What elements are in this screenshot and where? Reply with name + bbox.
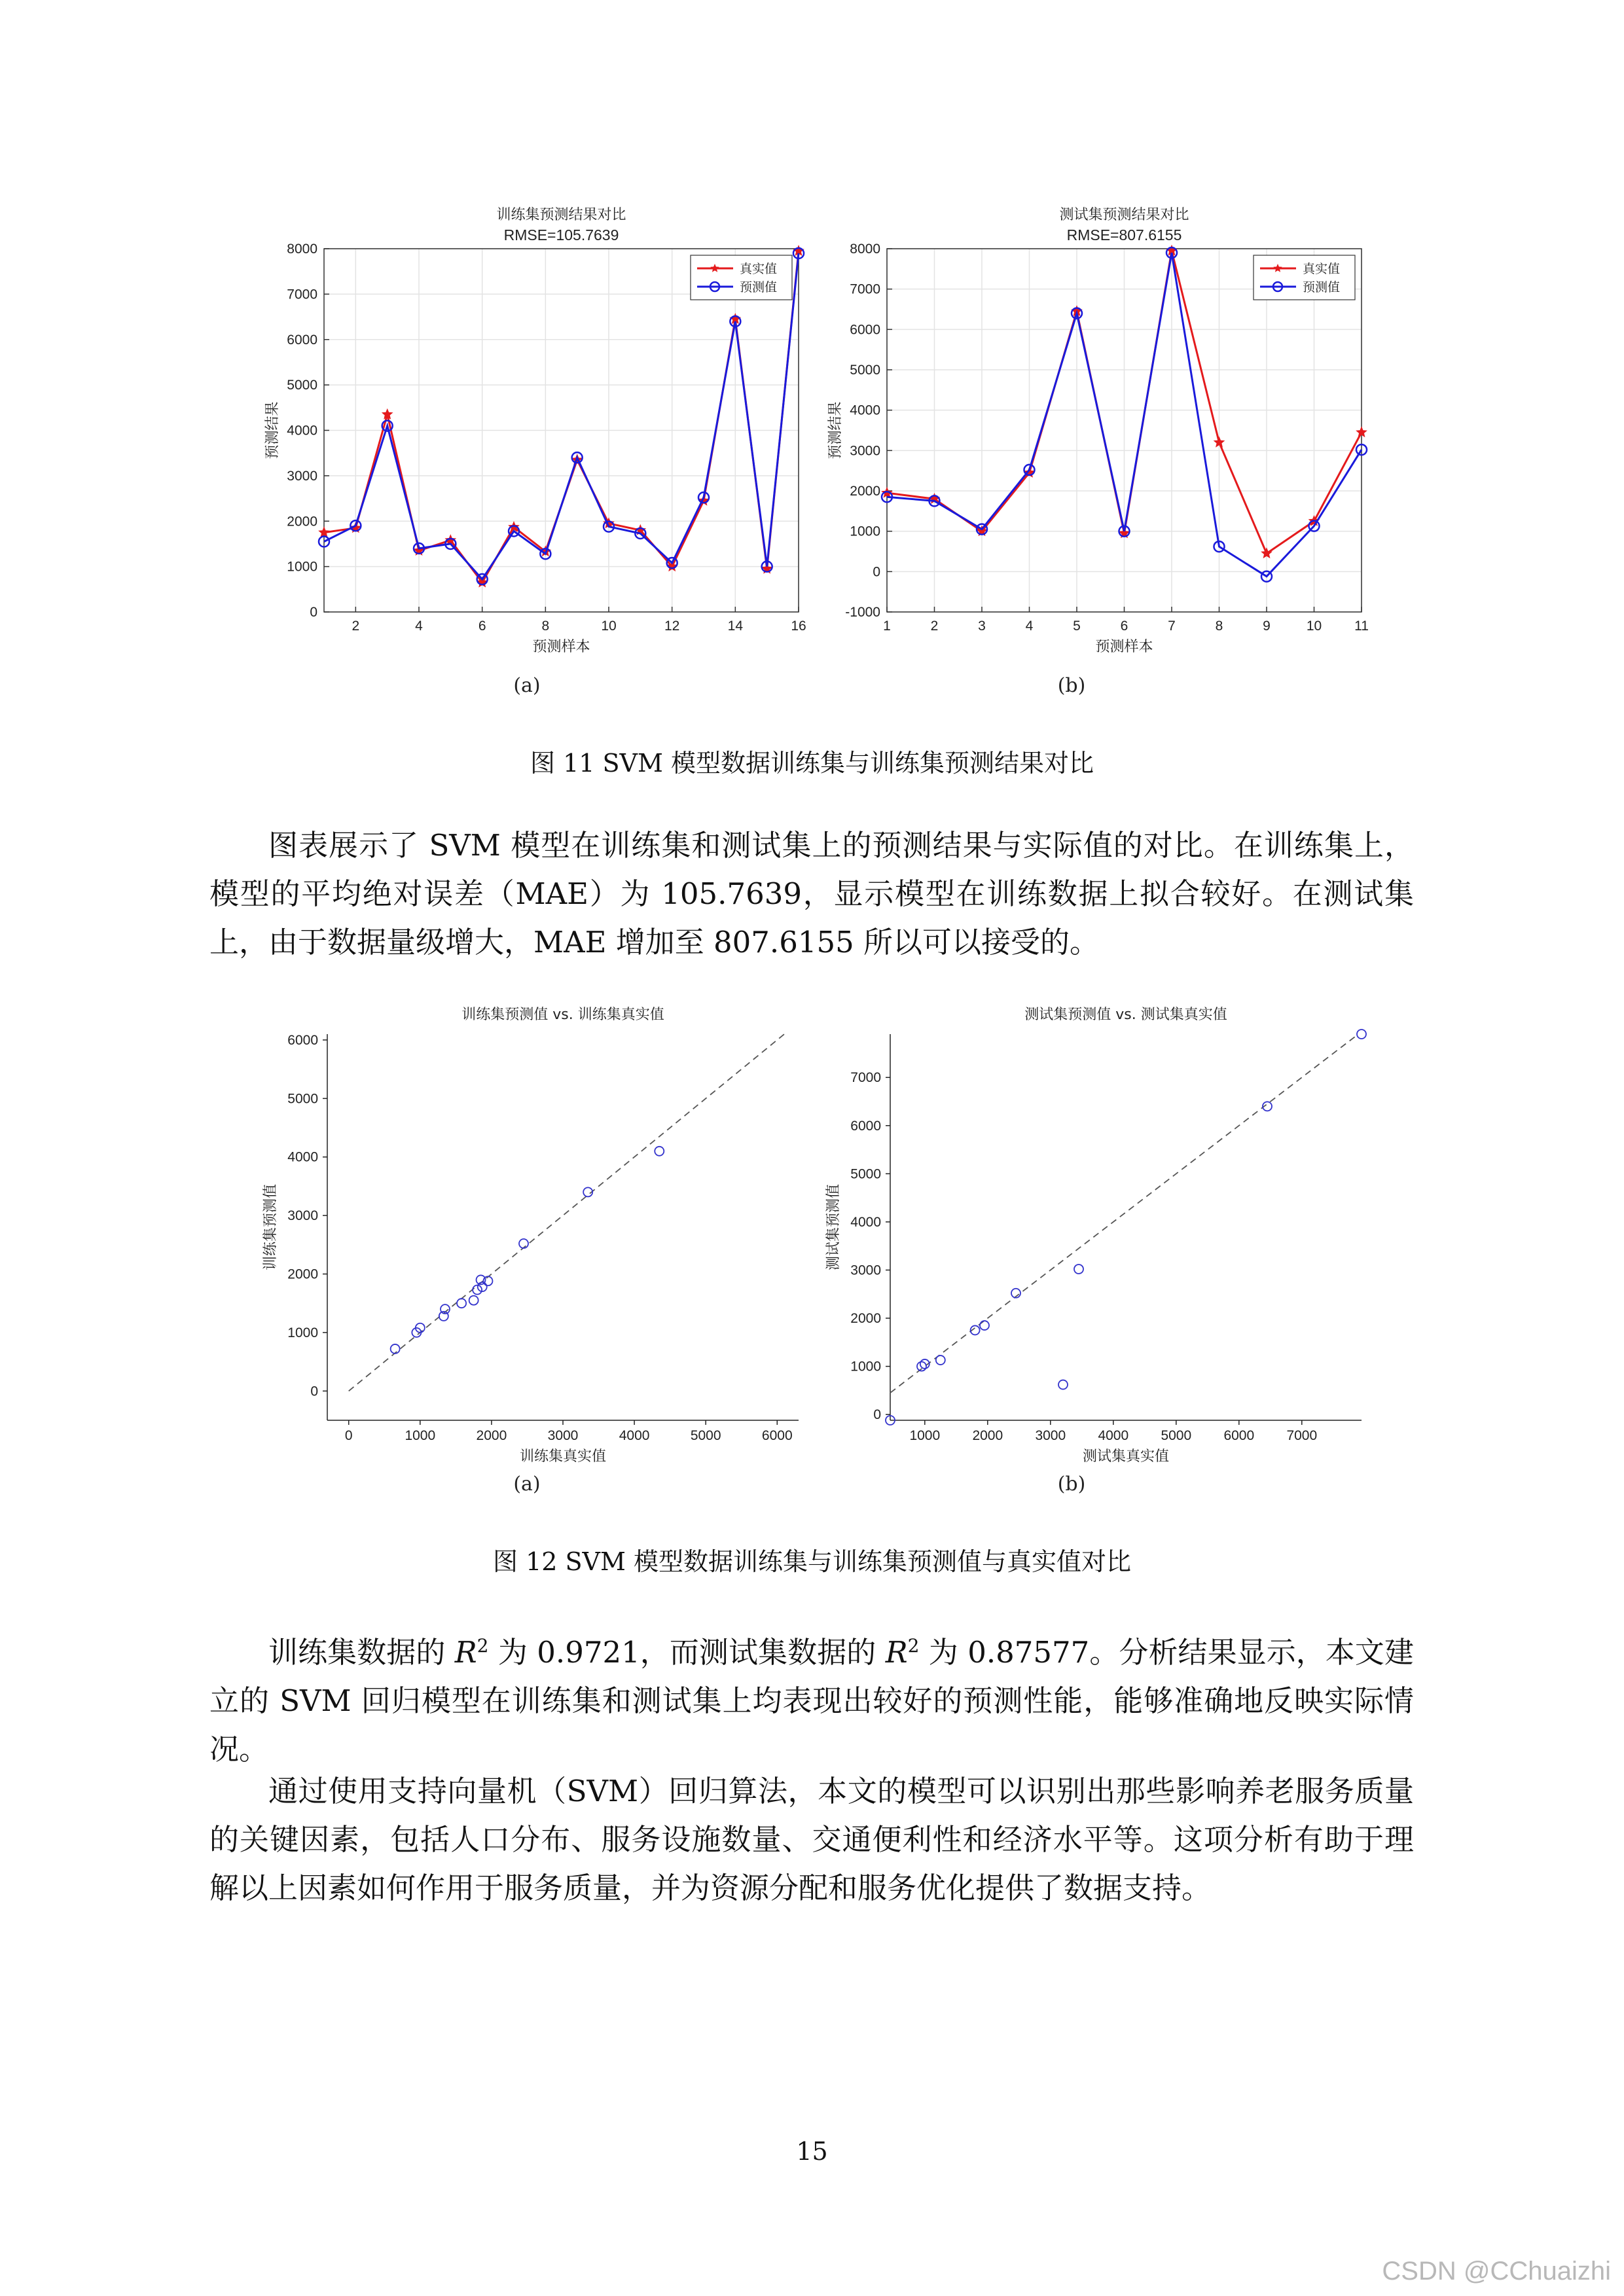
chart-title: 测试集预测结果对比 [1059,207,1189,223]
fig12b-sublabel: (b) [1057,1473,1086,1496]
fig11b-sublabel: (b) [1057,674,1086,697]
y-axis-label: 预测结果 [264,401,281,459]
x-tick-label: 8 [1215,619,1223,634]
x-tick-label: 1000 [405,1428,436,1443]
x-tick-label: 3 [978,619,986,634]
y-axis-label: 测试集预测值 [825,1183,842,1271]
x-tick-label: 11 [1354,619,1369,634]
x-tick-label: 4000 [1098,1428,1129,1443]
paragraph-1: 图表展示了 SVM 模型在训练集和测试集上的预测结果与实际值的对比。在训练集上，模型的平均绝对误差（MAE）为 105.7639，显示模型在训练数据上拟合较好。在测试集上，由于数据量级增大，MAE 增加至 807.6155 所以可以接受的。 [209,828,1414,960]
x-tick-label: 10 [601,619,617,634]
fig11a-sublabel: (a) [513,674,541,697]
y-tick-label: 4000 [287,1149,318,1165]
x-axis-label: 预测样本 [532,639,590,655]
fig11b-svg [821,200,1371,671]
y-tick-label: 6000 [850,322,880,338]
x-tick-label: 6000 [761,1428,793,1443]
figure-background [821,998,1371,1456]
fig12a-sublabel: (a) [513,1473,541,1496]
x-tick-label: 2000 [476,1428,507,1443]
y-tick-label: 1000 [850,1359,881,1374]
y-tick-label: 2000 [287,1266,318,1282]
y-tick-label: 3000 [850,443,880,459]
chart-subtitle: RMSE=807.6155 [1066,226,1182,243]
chart-title: 训练集预测值 vs. 训练集真实值 [461,1007,664,1023]
y-tick-label: 2000 [850,1311,881,1327]
y-tick-label: 5000 [287,1091,318,1107]
legend-label: 真实值 [1303,262,1341,276]
x-tick-label: 16 [791,619,806,634]
legend-label: 真实值 [740,262,778,276]
x-tick-label: 4000 [619,1428,650,1443]
r-squared-exponent: 2 [477,1635,489,1657]
paragraph-2 [209,1622,1414,1774]
fig12a-svg [259,998,808,1465]
page-number: 15 [796,2137,828,2166]
legend-label: 预测值 [740,280,778,295]
x-axis-label: 测试集真实值 [1082,1448,1170,1465]
x-tick-label: 2000 [972,1428,1003,1443]
x-tick-label: 5000 [1161,1428,1192,1443]
r-squared-symbol-2: R [885,1635,908,1670]
r-squared-symbol: R [454,1635,477,1670]
y-axis-label: 训练集预测值 [262,1183,279,1271]
y-tick-label: 2000 [287,514,317,529]
y-tick-label: 6000 [287,332,317,348]
x-tick-label: 5 [1073,619,1081,634]
x-tick-label: 12 [664,619,680,634]
y-tick-label: 3000 [287,468,317,484]
fig12b-svg [821,998,1371,1465]
y-tick-label: 0 [873,564,880,580]
y-axis-label: 预测结果 [827,401,844,459]
paragraph-2-part3: 为 0.87577。分析结果显示，本文建立的 SVM 回归模型在训练集和测试集上均表现出较好的预测性能，能够准确地反映实际情况。 [209,1635,1414,1767]
y-tick-label: 1000 [850,524,880,539]
paragraph-2-part1: 训练集数据的 [268,1635,455,1670]
fig11a-svg [259,200,808,671]
x-tick-label: 7 [1168,619,1176,634]
figure-background [259,998,808,1456]
x-tick-label: 2 [352,619,360,634]
paragraph-2-part2: 为 0.9721，而测试集数据的 [488,1635,886,1670]
x-axis-label: 训练集真实值 [519,1448,607,1465]
y-tick-label: 5000 [287,378,317,393]
y-tick-label: 3000 [287,1208,318,1224]
fig11a-chart [259,200,808,671]
r-squared-exponent-2: 2 [907,1635,920,1657]
x-tick-label: 3000 [547,1428,579,1443]
y-tick-label: 8000 [850,242,880,257]
y-tick-label: 6000 [850,1118,881,1134]
x-tick-label: 6 [478,619,486,634]
y-tick-label: 0 [310,1384,318,1399]
y-tick-label: 8000 [287,242,317,257]
paragraph-3: 通过使用支持向量机（SVM）回归算法，本文的模型可以识别出那些影响养老服务质量的关键因素，包括人口分布、服务设施数量、交通便利性和经济水平等。这项分析有助于理解以上因素如何作用于服务质量，并为资源分配和服务优化提供了数据支持。 [209,1774,1414,1905]
legend-label: 预测值 [1303,280,1341,295]
x-tick-label: 1 [883,619,891,634]
y-tick-label: 4000 [287,423,317,439]
y-tick-label: 1000 [287,1325,318,1340]
x-tick-label: 9 [1263,619,1271,634]
figure11-caption: 图 11 SVM 模型数据训练集与训练集预测结果对比 [530,749,1094,778]
y-tick-label: 0 [310,605,317,620]
y-tick-label: 7000 [850,281,880,297]
x-tick-label: 7000 [1286,1428,1318,1443]
y-tick-label: 3000 [850,1263,881,1278]
x-tick-label: 4 [1025,619,1034,634]
x-tick-label: 3000 [1035,1428,1066,1443]
x-tick-label: 10 [1306,619,1322,634]
y-tick-label: 4000 [850,1214,881,1230]
x-tick-label: 6 [1120,619,1128,634]
y-tick-label: 4000 [850,403,880,418]
y-tick-label: 7000 [850,1070,881,1086]
x-tick-label: 4 [415,619,423,634]
figure12-caption: 图 12 SVM 模型数据训练集与训练集预测值与真实值对比 [493,1547,1131,1576]
watermark: CSDN @CChuaizhi [1382,2257,1611,2286]
y-tick-label: -1000 [845,605,880,620]
x-tick-label: 1000 [909,1428,941,1443]
y-tick-label: 5000 [850,1166,881,1182]
x-tick-label: 2 [930,619,939,634]
x-tick-label: 6000 [1223,1428,1255,1443]
y-tick-label: 6000 [287,1032,318,1048]
x-tick-label: 8 [541,619,550,634]
x-tick-label: 5000 [690,1428,721,1443]
chart-title: 测试集预测值 vs. 测试集真实值 [1024,1007,1227,1023]
y-tick-label: 5000 [850,363,880,378]
fig12a-chart [259,998,808,1465]
chart-subtitle: RMSE=105.7639 [503,226,619,243]
chart-title: 训练集预测结果对比 [496,207,626,223]
y-tick-label: 2000 [850,484,880,499]
x-tick-label: 0 [344,1428,353,1443]
x-tick-label: 14 [727,619,744,634]
y-tick-label: 7000 [287,287,317,302]
x-axis-label: 预测样本 [1095,639,1153,655]
y-tick-label: 0 [873,1407,881,1423]
y-tick-label: 1000 [287,559,317,575]
fig11b-chart [821,200,1371,671]
fig12b-chart [821,998,1371,1465]
